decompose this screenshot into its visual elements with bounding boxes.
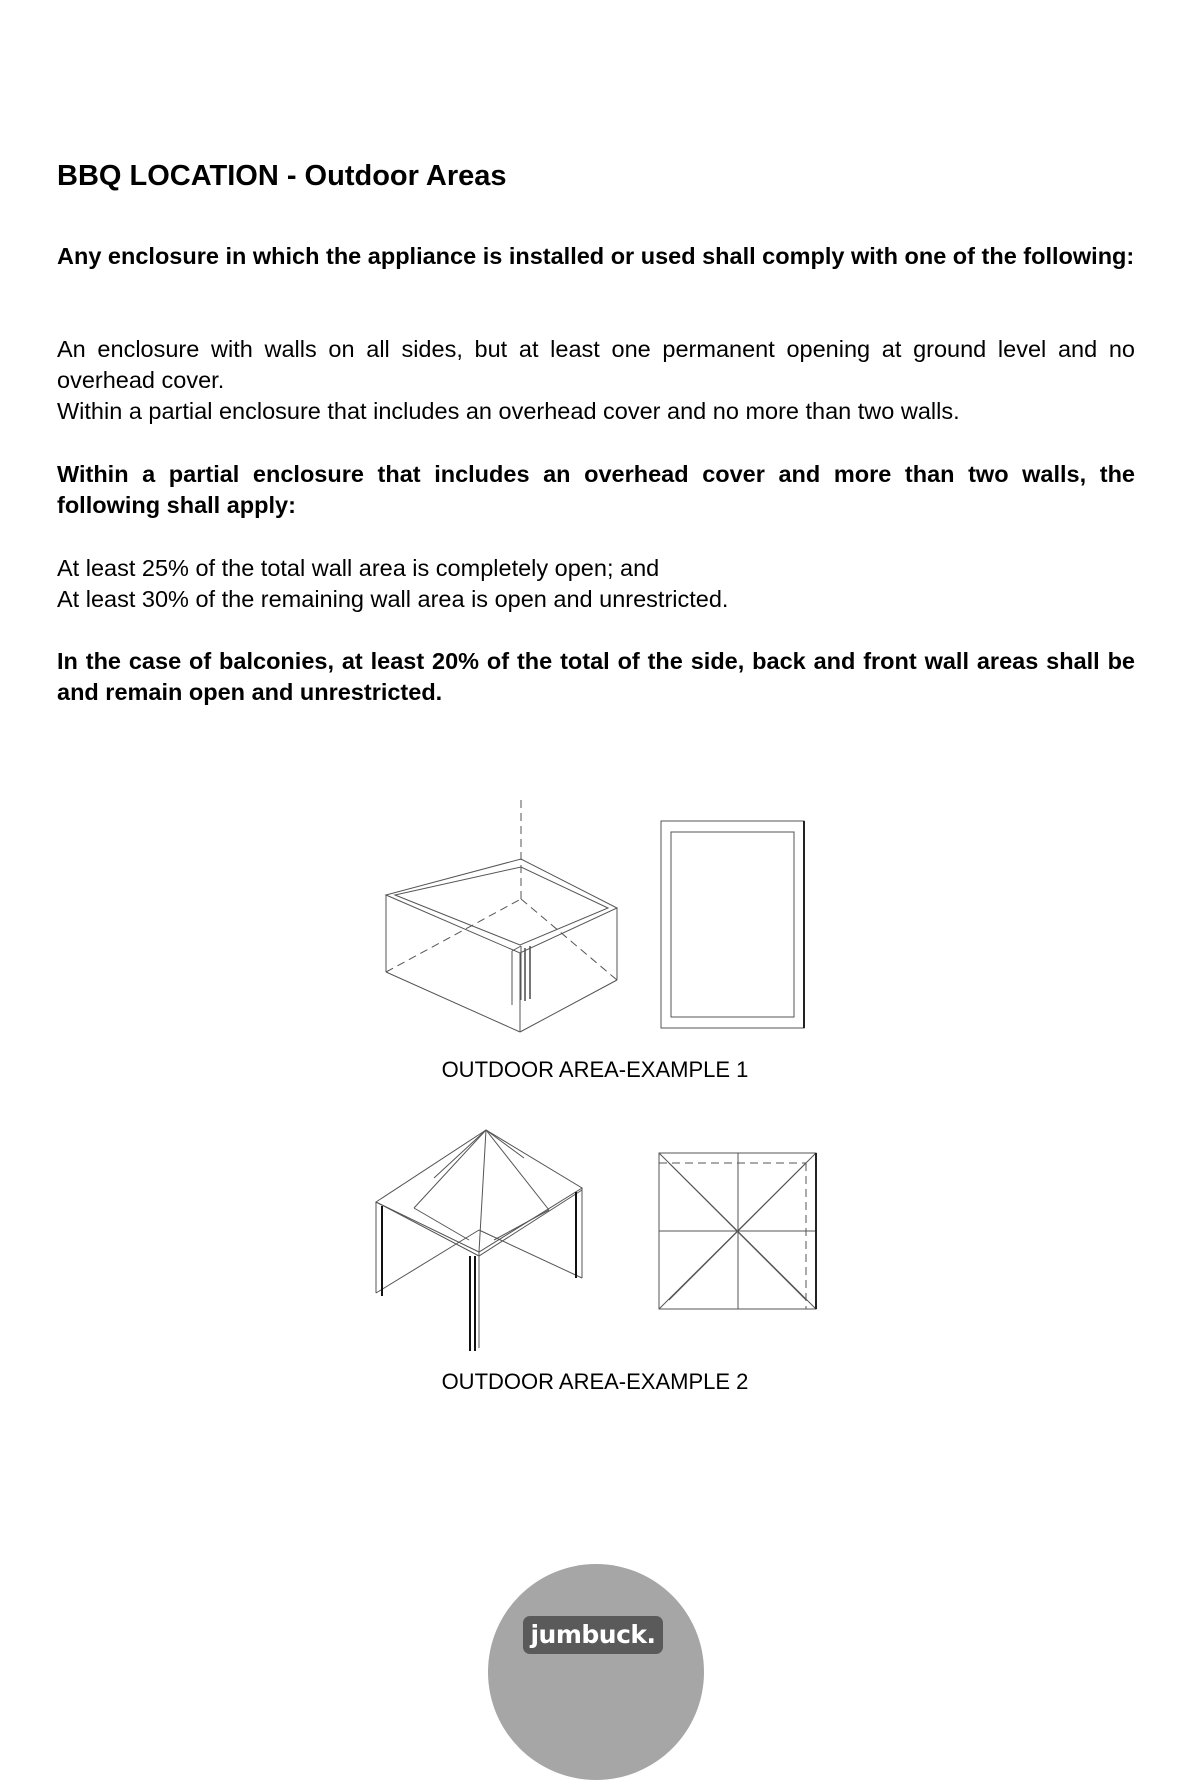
example2-caption: OUTDOOR AREA-EXAMPLE 2	[441, 1369, 749, 1394]
option-walls-all-sides: An enclosure with walls on all sides, but at least one permanent opening at ground level and no overhead cover.	[57, 336, 1135, 393]
example2-isometric-drawing	[374, 1128, 590, 1353]
example1-caption: OUTDOOR AREA-EXAMPLE 1	[441, 1057, 749, 1082]
jumbuck-logo: jumbuck.	[523, 1616, 663, 1654]
example1-isometric-drawing	[380, 800, 620, 1040]
options-list	[57, 334, 1135, 427]
partial-enclosure-heading: Within a partial enclosure that includes an overhead cover and more than two walls, the following shall apply:	[57, 461, 1135, 518]
intro-paragraph: Any enclosure in which the appliance is installed or used shall comply with one of the following:	[57, 243, 1135, 269]
example2-plan-drawing	[658, 1152, 818, 1310]
conditions-list	[57, 553, 1135, 615]
balconies-paragraph: In the case of balconies, at least 20% of the total of the side, back and front wall areas shall be and remain open and unrestricted.	[57, 648, 1135, 705]
option-partial-two-walls: Within a partial enclosure that includes an overhead cover and no more than two walls.	[57, 398, 960, 424]
example1-plan-drawing	[660, 820, 806, 1030]
page-title: BBQ LOCATION - Outdoor Areas	[57, 160, 507, 192]
condition-30-percent: At least 30% of the remaining wall area is open and unrestricted.	[57, 586, 729, 612]
condition-25-percent: At least 25% of the total wall area is completely open; and	[57, 555, 660, 581]
footer-logo-circle	[488, 1564, 704, 1780]
